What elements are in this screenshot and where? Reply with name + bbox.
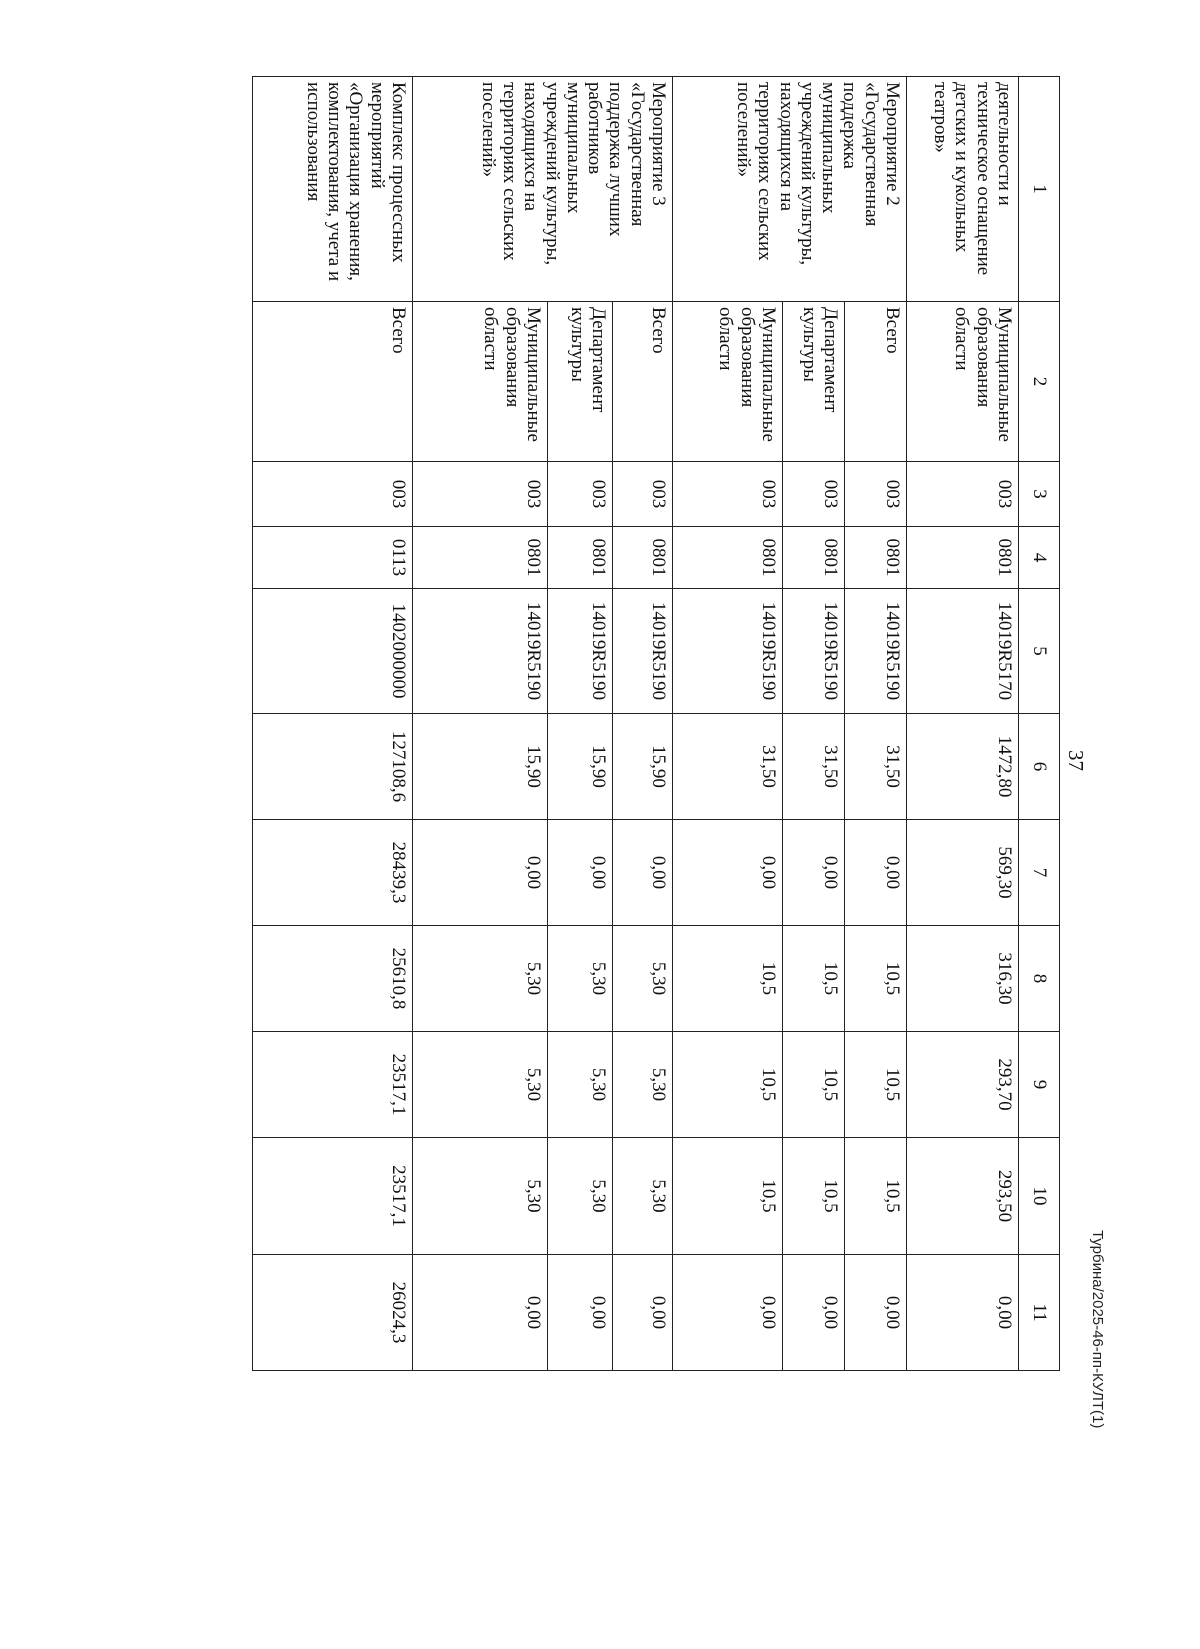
program-event-cell: Мероприятие 2 «Государственная поддержка муниципальных учреждений культуры, находящихся на территориях сельских поселений» [673,77,907,302]
executor-cell: Всего [845,302,907,462]
column-number: 5 [1019,589,1060,714]
table-row [613,77,673,1371]
table-row [907,77,1019,1371]
target-article-cell: 14019R5190 [673,589,783,714]
section-cell: 0801 [845,527,907,589]
executor-cell: Муниципальные образования области [907,302,1019,462]
column-number: 8 [1019,926,1060,1032]
code-cell: 003 [253,462,413,527]
budget-table [252,76,1060,1371]
executor-cell: Всего [613,302,673,462]
target-article-cell: 14019R5190 [413,589,548,714]
value-cell: 0,00 [845,820,907,926]
section-cell: 0801 [413,527,548,589]
table-header-row [1019,77,1060,1371]
column-number: 4 [1019,527,1060,589]
column-number: 1 [1019,77,1060,302]
section-cell: 0801 [907,527,1019,589]
column-number: 2 [1019,302,1060,462]
value-cell: 10,5 [783,1032,845,1138]
value-cell: 293,70 [907,1032,1019,1138]
table-row [845,77,907,1371]
value-cell: 0,00 [907,1255,1019,1371]
value-cell: 10,5 [783,1138,845,1255]
value-cell: 15,90 [413,714,548,820]
program-event-cell: Комплекс процессных мероприятий «Организация хранения, комплектования, учета и использования [253,77,413,302]
value-cell: 10,5 [845,1032,907,1138]
value-cell: 5,30 [613,926,673,1032]
value-cell: 5,30 [413,1032,548,1138]
value-cell: 0,00 [613,820,673,926]
target-article-cell: 14019R5190 [548,589,613,714]
table-row [253,77,413,1371]
value-cell: 31,50 [673,714,783,820]
value-cell: 26024,3 [253,1255,413,1371]
value-cell: 10,5 [783,926,845,1032]
program-event-cell: деятельности и техническое оснащение детских и кукольных театров» [907,77,1019,302]
value-cell: 28439,3 [253,820,413,926]
value-cell: 0,00 [845,1255,907,1371]
executor-cell: Департамент культуры [548,302,613,462]
value-cell: 23517,1 [253,1138,413,1255]
value-cell: 0,00 [548,820,613,926]
section-cell: 0801 [613,527,673,589]
code-cell: 003 [673,462,783,527]
value-cell: 569,30 [907,820,1019,926]
code-cell: 003 [548,462,613,527]
section-cell: 0801 [783,527,845,589]
value-cell: 10,5 [845,1138,907,1255]
value-cell: 1472,80 [907,714,1019,820]
target-article-cell: 14019R5170 [907,589,1019,714]
value-cell: 5,30 [413,926,548,1032]
value-cell: 0,00 [673,1255,783,1371]
value-cell: 0,00 [548,1255,613,1371]
executor-cell: Муниципальные образования области [673,302,783,462]
value-cell: 5,30 [548,926,613,1032]
column-number: 7 [1019,820,1060,926]
value-cell: 0,00 [413,1255,548,1371]
value-cell: 316,30 [907,926,1019,1032]
value-cell: 5,30 [548,1032,613,1138]
executor-cell: Всего [253,302,413,462]
value-cell: 10,5 [673,1138,783,1255]
value-cell: 23517,1 [253,1032,413,1138]
column-number: 3 [1019,462,1060,527]
document-code: Турбина/2025-46-пп-КУЛТ(1) [1089,1230,1106,1429]
code-cell: 003 [907,462,1019,527]
value-cell: 31,50 [783,714,845,820]
target-article-cell: 1402000000 [253,589,413,714]
value-cell: 5,30 [548,1138,613,1255]
code-cell: 003 [783,462,845,527]
code-cell: 003 [413,462,548,527]
value-cell: 5,30 [613,1032,673,1138]
code-cell: 003 [845,462,907,527]
value-cell: 5,30 [413,1138,548,1255]
page-number: 37 [1064,750,1088,771]
value-cell: 0,00 [783,820,845,926]
value-cell: 127108,6 [253,714,413,820]
value-cell: 10,5 [673,926,783,1032]
target-article-cell: 14019R5190 [783,589,845,714]
column-number: 9 [1019,1032,1060,1138]
value-cell: 25610,8 [253,926,413,1032]
value-cell: 15,90 [613,714,673,820]
value-cell: 10,5 [673,1032,783,1138]
column-number: 11 [1019,1255,1060,1371]
target-article-cell: 14019R5190 [845,589,907,714]
executor-cell: Муниципальные образования области [413,302,548,462]
value-cell: 0,00 [673,820,783,926]
value-cell: 0,00 [783,1255,845,1371]
code-cell: 003 [613,462,673,527]
column-number: 10 [1019,1138,1060,1255]
section-cell: 0801 [673,527,783,589]
value-cell: 31,50 [845,714,907,820]
value-cell: 0,00 [413,820,548,926]
value-cell: 0,00 [613,1255,673,1371]
target-article-cell: 14019R5190 [613,589,673,714]
value-cell: 15,90 [548,714,613,820]
column-number: 6 [1019,714,1060,820]
program-event-cell: Мероприятие 3 «Государственная поддержка лучших работников муниципальных учреждений культуры, находящихся на территориях сельских поселений» [413,77,673,302]
value-cell: 293,50 [907,1138,1019,1255]
value-cell: 10,5 [845,926,907,1032]
section-cell: 0801 [548,527,613,589]
section-cell: 0113 [253,527,413,589]
executor-cell: Департамент культуры [783,302,845,462]
value-cell: 5,30 [613,1138,673,1255]
